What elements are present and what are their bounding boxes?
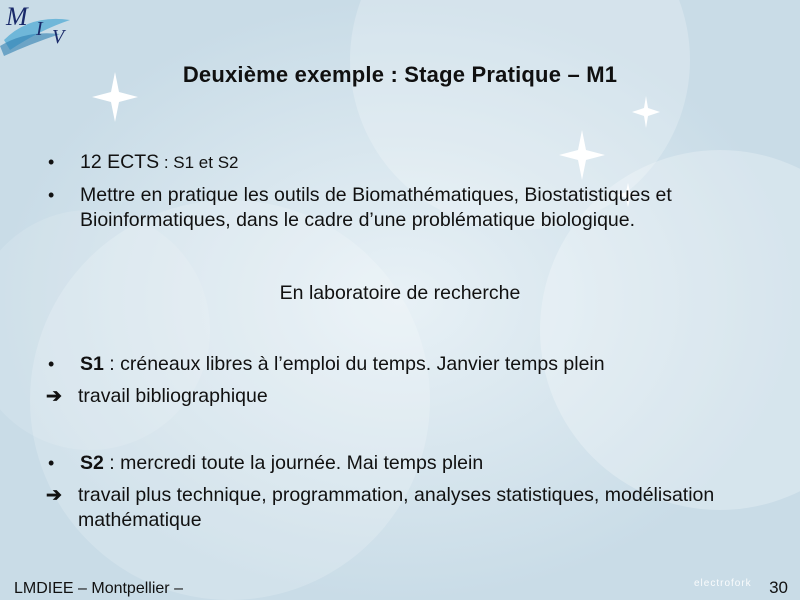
- slide-title: Deuxième exemple : Stage Pratique – M1: [182, 62, 618, 87]
- logo-letter-m: M: [6, 2, 28, 31]
- s2-text: : mercredi toute la journée. Mai temps plein: [103, 452, 484, 474]
- logo-letter-i: I: [36, 18, 43, 40]
- ects-semesters: : S1 et S2: [159, 153, 239, 172]
- s2-work-text: travail plus technique, programmation, analyses statistiques, modélisation mathématique: [78, 484, 715, 531]
- s1-label: S1: [80, 353, 104, 375]
- s1-text: : créneaux libres à l’emploi du temps. Janvier temps plein: [103, 353, 605, 375]
- arrow-right-icon: ➔: [46, 485, 62, 506]
- bullet-icon: •: [48, 152, 55, 172]
- ects-label: 12 ECTS: [80, 151, 160, 173]
- footer-institution: LMDIEE – Montpellier –: [14, 580, 183, 597]
- page-number: 30: [769, 578, 788, 597]
- bullet-icon: •: [48, 185, 55, 205]
- s2-label: S2: [80, 452, 104, 474]
- s1-work-text: travail bibliographique: [78, 385, 268, 407]
- objectives-text: Mettre en pratique les outils de Biomathématiques, Biostatistiques et Bioinformatiques, dans le cadre d’une problématique biologique.: [80, 184, 672, 231]
- logo-letter-v: V: [52, 26, 65, 48]
- logo: [0, 0, 72, 58]
- bullet-icon: •: [48, 453, 55, 473]
- lab-heading: En laboratoire de recherche: [279, 282, 521, 304]
- arrow-right-icon: ➔: [46, 386, 62, 407]
- bullet-icon: •: [48, 354, 55, 374]
- watermark-text: electrofork: [694, 578, 752, 589]
